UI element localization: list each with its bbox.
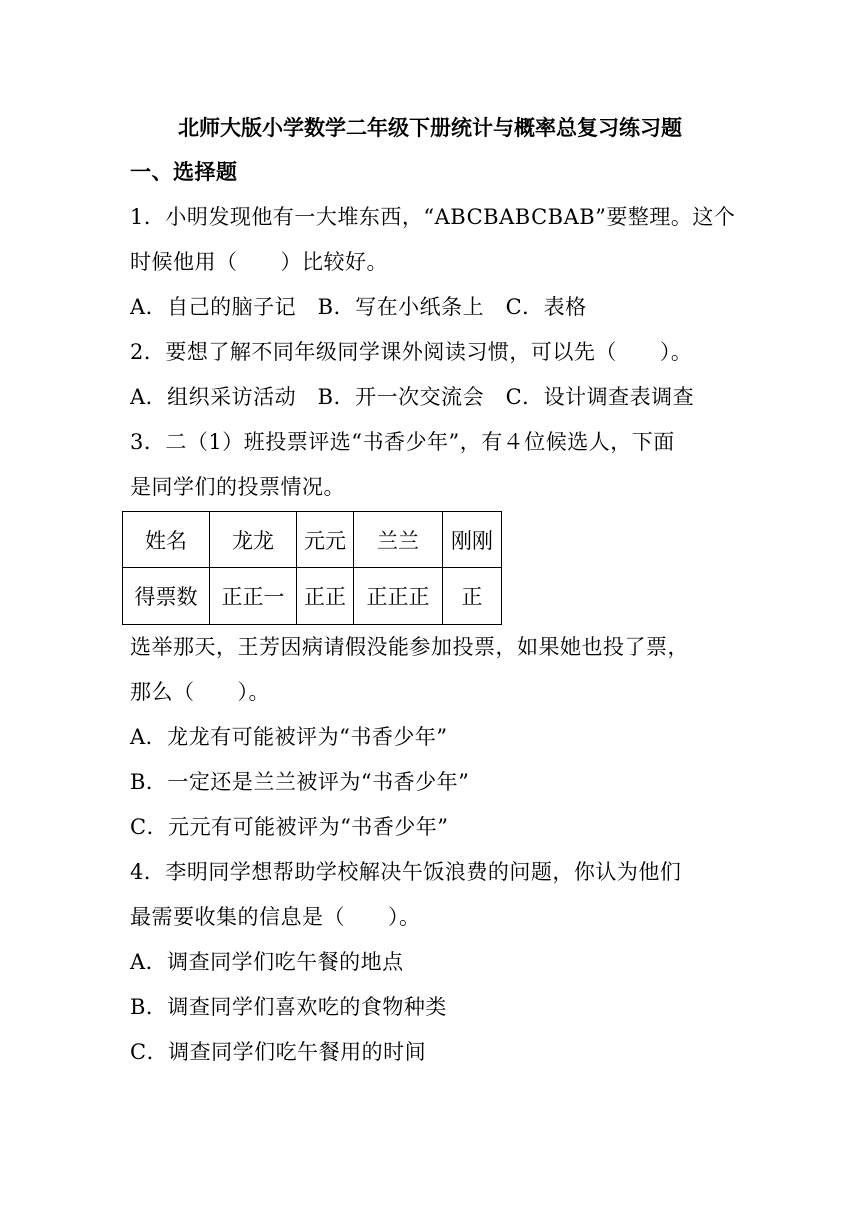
question-3-line-4: 那么（ ）。 — [130, 680, 270, 704]
vote-table-cell: 正正正 — [354, 568, 443, 625]
question-1-line-1: 1．小明发现他有一大堆东西，“ABCBABCBAB”要整理。这个 — [130, 205, 736, 229]
question-2-line-1: 2．要想了解不同年级同学课外阅读习惯，可以先（ ）。 — [130, 340, 693, 364]
vote-table-cell: 得票数 — [123, 568, 210, 625]
vote-table-cell: 正正 — [297, 568, 354, 625]
question-4-option-c: C．调查同学们吃午餐用的时间 — [130, 1040, 427, 1064]
vote-table-cell: 正 — [443, 568, 502, 625]
question-3-line-3: 选举那天，王芳因病请假没能参加投票，如果她也投了票， — [130, 635, 689, 659]
question-3-option-a: A．龙龙有可能被评为“书香少年” — [130, 725, 448, 749]
vote-table-cell: 元元 — [297, 512, 354, 568]
question-4-line-1: 4．李明同学想帮助学校解决午饭浪费的问题，你认为他们 — [130, 860, 682, 884]
vote-table-header-row — [123, 512, 502, 568]
question-3-line-2: 是同学们的投票情况。 — [130, 475, 345, 499]
vote-table-count-row — [123, 568, 502, 625]
vote-table — [122, 511, 502, 625]
section-heading: 一、选择题 — [130, 160, 238, 184]
question-2-options: A．组织采访活动 B．开一次交流会 C．设计调查表调查 — [130, 385, 695, 409]
document-title: 北师大版小学数学二年级下册统计与概率总复习练习题 — [178, 116, 682, 140]
vote-table-cell: 姓名 — [123, 512, 210, 568]
vote-table-cell: 兰兰 — [354, 512, 443, 568]
question-3-line-1: 3．二（1）班投票评选“书香少年”，有４位候选人，下面 — [130, 430, 675, 454]
question-1-line-2: 时候他用（ ）比较好。 — [130, 250, 388, 274]
question-4-option-a: A．调查同学们吃午餐的地点 — [130, 950, 404, 974]
question-4-line-2: 最需要收集的信息是（ ）。 — [130, 905, 421, 929]
question-4-option-b: B．调查同学们喜欢吃的食物种类 — [130, 995, 447, 1019]
vote-table-cell: 刚刚 — [443, 512, 502, 568]
question-3-option-c: C．元元有可能被评为“书香少年” — [130, 815, 449, 839]
question-1-options: A．自己的脑子记 B．写在小纸条上 C．表格 — [130, 295, 587, 319]
vote-table-cell: 龙龙 — [210, 512, 297, 568]
question-3-option-b: B．一定还是兰兰被评为“书香少年” — [130, 770, 470, 794]
vote-table-cell: 正正一 — [210, 568, 297, 625]
